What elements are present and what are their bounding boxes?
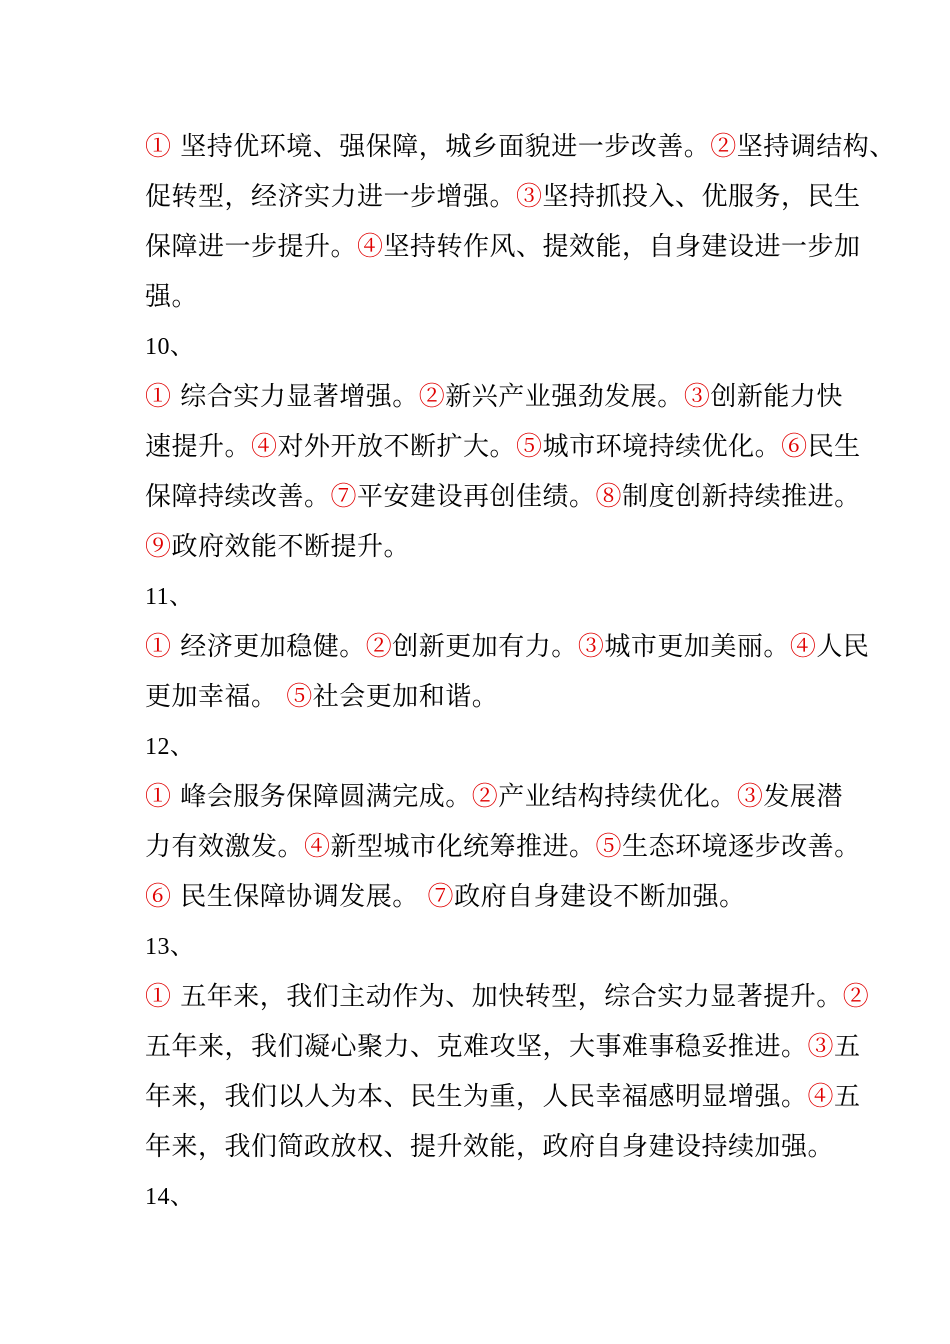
item-text: 坚持优环境、强保障，城乡面貌进一步改善。 [171, 132, 711, 162]
item-text: 创新更加有力。 [392, 632, 578, 662]
item-text: 社会更加和谐。 [312, 682, 499, 712]
item-marker: ② [365, 632, 393, 662]
item-text: 城市更加美丽。 [604, 632, 790, 662]
item-text-part: 更加幸福。 [145, 682, 287, 712]
item-text: 经济更加稳健。 [171, 632, 366, 662]
item-marker: ④ [304, 832, 331, 862]
item-marker: ① [145, 132, 172, 162]
item-marker: ③ [683, 382, 711, 412]
text-line [145, 472, 861, 522]
item-marker: ① [145, 382, 172, 412]
item-marker: ③ [577, 632, 605, 662]
item-text: 新兴产业强劲发展。 [445, 382, 684, 412]
item-text-part: 五 [834, 1032, 861, 1062]
text-line [145, 172, 861, 222]
item-marker: ⑥ [145, 882, 172, 912]
text-line [145, 972, 870, 1022]
item-marker: ④ [789, 632, 817, 662]
section-heading-12: 12、 [145, 734, 195, 760]
item-marker: ③ [736, 782, 764, 812]
item-text: 对外开放不断扩大。 [277, 432, 517, 462]
item-marker: ② [710, 132, 737, 162]
item-marker: ⑦ [427, 882, 455, 912]
item-text-part: 力有效激发。 [145, 832, 305, 862]
item-text-part: 速提升。 [145, 432, 252, 462]
item-text-part: 民生 [807, 432, 861, 462]
item-text-part: 五 [834, 1082, 861, 1112]
text-line [145, 372, 843, 422]
item-text-part: 保障持续改善。 [145, 482, 331, 512]
item-marker: ② [842, 982, 870, 1012]
text-line [145, 772, 843, 822]
text-line [145, 122, 896, 172]
item-text-part: 保障进一步提升。 [145, 232, 358, 262]
text-line [145, 522, 835, 572]
section-heading-11: 11、 [145, 584, 194, 610]
item-marker: ⑦ [330, 482, 358, 512]
text-line [145, 222, 861, 272]
item-text: 城市环境持续优化。 [542, 432, 782, 462]
text-line [145, 1072, 861, 1122]
item-text-part: 人民 [816, 632, 870, 662]
item-text-part: 年来，我们以人为本、民生为重，人民幸福感明显增强。 [145, 1082, 808, 1112]
item-text: 五年来，我们凝心聚力、克难攻坚，大事难事稳妥推进。 [145, 1032, 808, 1062]
item-marker: ⑧ [595, 482, 623, 512]
item-text-part: 坚持抓投入、优服务，民生 [542, 182, 861, 212]
item-marker: ③ [807, 1032, 835, 1062]
item-text: 平安建设再创佳绩。 [357, 482, 596, 512]
document-page [145, 122, 896, 1222]
item-text: 民生保障协调发展。 [171, 882, 428, 912]
item-text: 制度创新持续推进。 [622, 482, 861, 512]
item-text: 政府自身建设不断加强。 [454, 882, 746, 912]
item-marker: ① [145, 782, 172, 812]
item-text: 峰会服务保障圆满完成。 [171, 782, 472, 812]
text-line [145, 1022, 861, 1072]
text-line [145, 1122, 835, 1172]
item-marker: ⑥ [781, 432, 808, 462]
item-text: 生态环境逐步改善。 [622, 832, 861, 862]
item-marker: ④ [807, 1082, 835, 1112]
item-marker: ④ [357, 232, 384, 262]
text-line [145, 672, 835, 722]
item-marker: ⑤ [595, 832, 623, 862]
section-heading-14: 14、 [145, 1184, 195, 1210]
text-line [145, 872, 835, 922]
item-marker: ⑤ [516, 432, 543, 462]
item-text-part: 年来，我们简政放权、提升效能，政府自身建设持续加强。 [145, 1132, 835, 1162]
item-text: 产业结构持续优化。 [498, 782, 737, 812]
item-text-part: 发展潜 [763, 782, 843, 812]
text-line [145, 422, 861, 472]
item-marker: ① [145, 982, 172, 1012]
item-text: 五年来，我们主动作为、加快转型，综合实力显著提升。 [171, 982, 843, 1012]
text-line [145, 622, 870, 672]
item-text-part: 促转型，经济实力进一步增强。 [145, 182, 517, 212]
item-text: 新型城市化统筹推进。 [330, 832, 596, 862]
item-text-part: 坚持调结构、 [736, 132, 896, 162]
item-text-part: 创新能力快 [710, 382, 843, 412]
item-text-part: 强。 [145, 282, 199, 312]
item-marker: ① [145, 632, 172, 662]
item-marker: ⑤ [286, 682, 313, 712]
item-marker: ② [471, 782, 499, 812]
section-heading-13: 13、 [145, 934, 195, 960]
text-line [145, 272, 835, 322]
item-text: 综合实力显著增强。 [171, 382, 419, 412]
item-marker: ③ [516, 182, 543, 212]
item-marker: ④ [251, 432, 278, 462]
section-heading-10: 10、 [145, 334, 195, 360]
item-marker: ⑨ [145, 532, 172, 562]
item-marker: ② [418, 382, 446, 412]
item-text-part: 坚持转作风、提效能，自身建设进一步加 [383, 232, 861, 262]
item-text: 政府效能不断提升。 [171, 532, 411, 562]
text-line [145, 822, 861, 872]
